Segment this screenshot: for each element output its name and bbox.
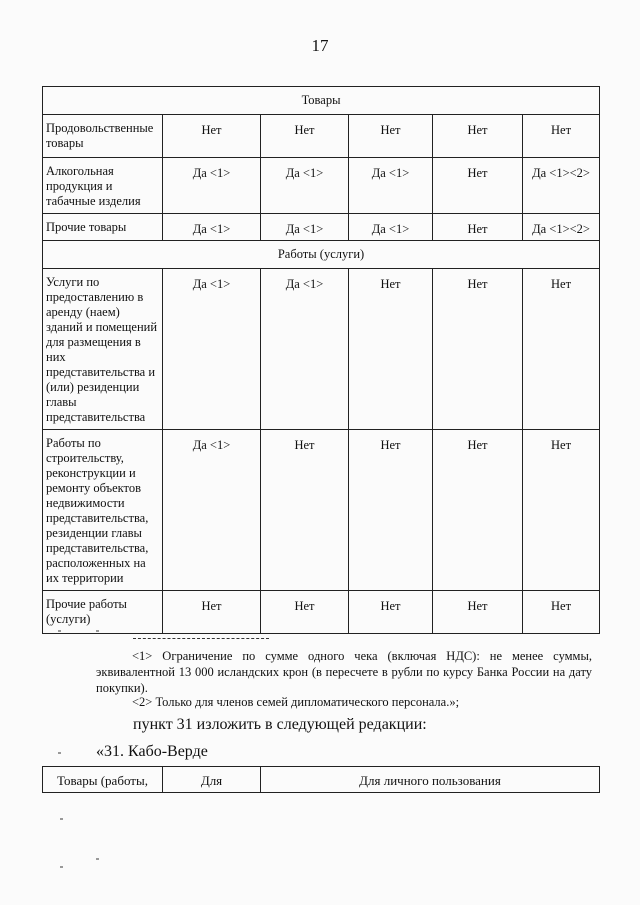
scan-speck: [58, 752, 61, 754]
cell-value: Нет: [349, 591, 433, 634]
cell-value: Да <1>: [349, 158, 433, 214]
cell-value: Да <1>: [261, 158, 349, 214]
cell-value: Нет: [433, 269, 523, 430]
goods-services-table: [42, 86, 600, 634]
cell-value: Нет: [433, 115, 523, 158]
services-header: Работы (услуги): [43, 241, 600, 269]
cell-value: Да <1><2>: [523, 214, 600, 241]
header-cell-goods: Товары (работы,: [43, 767, 163, 793]
row-label: Прочие работы (услуги): [43, 591, 163, 634]
scan-speck: [96, 858, 99, 860]
table-row: [43, 430, 600, 591]
scan-speck: [60, 866, 63, 868]
row-label: Продовольственные товары: [43, 115, 163, 158]
scan-speck: [58, 630, 61, 632]
cell-value: Да <1><2>: [523, 158, 600, 214]
footnote-1: <1> Ограничение по сумме одного чека (включая НДС): не менее суммы, эквивалентной 13 000 исландских крон (в пересчете в рубли по курсу Банка России на дату покупки).: [96, 649, 592, 695]
cell-value: Нет: [433, 214, 523, 241]
cell-value: Нет: [523, 430, 600, 591]
row-label: Алкогольная продукция и табачные изделия: [43, 158, 163, 214]
section-title: «31. Кабо-Верде: [96, 743, 208, 760]
cell-value: Нет: [349, 115, 433, 158]
goods-header: Товары: [43, 87, 600, 115]
cell-value: Нет: [163, 591, 261, 634]
cell-value: Нет: [349, 430, 433, 591]
cell-value: Нет: [261, 430, 349, 591]
cell-value: Нет: [261, 115, 349, 158]
scan-speck: [96, 630, 99, 632]
scan-speck: [60, 818, 63, 820]
footnote-2: <2> Только для членов семей дипломатического персонала.»;: [132, 695, 460, 709]
table-row: [43, 591, 600, 634]
page-number: 17: [311, 36, 329, 55]
table-row: [43, 214, 600, 241]
cell-value: Нет: [433, 430, 523, 591]
cell-value: Да <1>: [261, 269, 349, 430]
row-label: Работы по строительству, реконструкции и ремонту объектов недвижимости представительства, резиденции главы представительства, расположенных на их территории: [43, 430, 163, 591]
header-cell-personal-use: Для личного пользования: [261, 767, 600, 793]
table-row: [43, 158, 600, 214]
cell-value: Нет: [523, 269, 600, 430]
cell-value: Нет: [433, 158, 523, 214]
cell-value: Нет: [163, 115, 261, 158]
cabo-verde-table: [42, 766, 600, 793]
cell-value: Да <1>: [163, 214, 261, 241]
cell-value: Да <1>: [261, 214, 349, 241]
cell-value: Да <1>: [163, 269, 261, 430]
cell-value: Нет: [433, 591, 523, 634]
row-label: Услуги по предоставлению в аренду (наем) зданий и помещений для размещения в них представительства и (или) резиденции главы представительства: [43, 269, 163, 430]
cell-value: Нет: [523, 591, 600, 634]
row-label: Прочие товары: [43, 214, 163, 241]
instruction-text: пункт 31 изложить в следующей редакции:: [133, 716, 427, 733]
footnote-separator: [133, 638, 269, 639]
table-row: [43, 269, 600, 430]
goods-header-row: [43, 87, 600, 115]
header-cell-for: Для: [163, 767, 261, 793]
cell-value: Нет: [261, 591, 349, 634]
cell-value: Нет: [523, 115, 600, 158]
cell-value: Нет: [349, 269, 433, 430]
cell-value: Да <1>: [163, 158, 261, 214]
table-row: [43, 115, 600, 158]
table-header-row: [43, 767, 600, 793]
services-header-row: [43, 241, 600, 269]
cell-value: Да <1>: [349, 214, 433, 241]
cell-value: Да <1>: [163, 430, 261, 591]
